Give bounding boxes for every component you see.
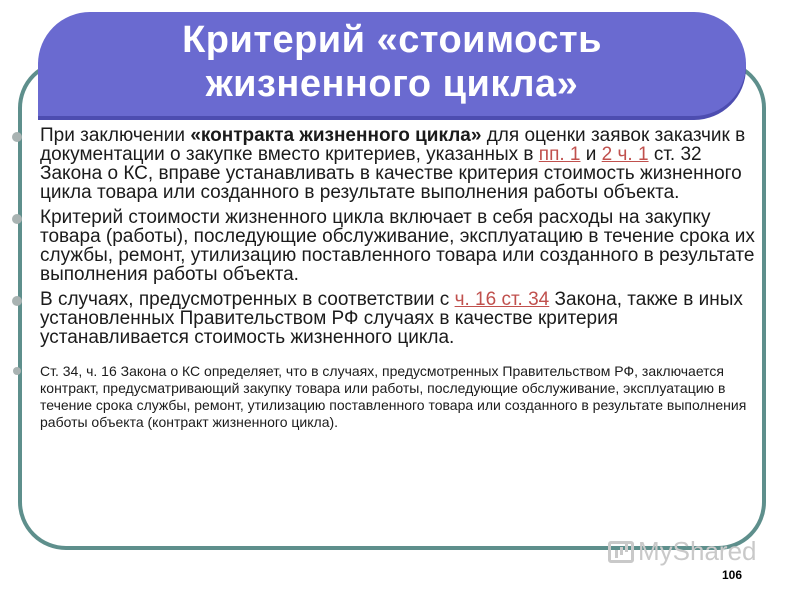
bullet-1-text-d: ст. 32 Закона о КС, вправе устанавливать в качестве критерия стоимость жизненного цикла товара или созданного в результате выполнения работы объекта. <box>40 144 742 203</box>
bullet-item-1 <box>40 126 758 202</box>
bullet-icon <box>12 132 22 142</box>
bullet-icon <box>12 296 22 306</box>
bullet-icon <box>13 367 21 375</box>
bullet-2-text: Критерий стоимости жизненного цикла включает в себя расходы на закупку товара (работы), последующие обслуживание, эксплуатацию в течение срока их службы, ремонт, утилизацию поставленного товара или созданного в результате выполнения работы объекта. <box>40 207 755 285</box>
link-ch16-st34[interactable]: ч. 16 ст. 34 <box>454 289 550 310</box>
title-line-1: Критерий «стоимость <box>182 19 602 61</box>
bullet-1-text-c: и <box>580 144 602 165</box>
page-number: 106 <box>722 568 743 582</box>
title-line-2: жизненного цикла» <box>205 63 579 105</box>
bullet-item-3 <box>40 290 758 347</box>
bullet-icon <box>12 214 22 224</box>
slide-title <box>38 18 746 106</box>
link-pp1[interactable]: пп. 1 <box>538 144 581 165</box>
bullet-1-bold: «контракта жизненного цикла» <box>190 125 482 146</box>
bullet-item-4 <box>40 363 758 431</box>
chart-icon <box>608 541 634 563</box>
bullet-4-text: Ст. 34, ч. 16 Закона о КС определяет, что в случаях, предусмотренных Правительством РФ, заключается контракт, предусматривающий закупку товара или работы, последующие обслуживание, эксплуатацию в течение срока службы, ремонт, утилизацию поставленного товара или созданного в результате выполнения работы объекта (контракт жизненного цикла). <box>40 363 747 430</box>
bullet-1-text-a: При заключении <box>40 125 191 146</box>
link-2ch1[interactable]: 2 ч. 1 <box>601 144 649 165</box>
bullet-3-text-b: Закона, также в иных установленных Правительством РФ случаях в качестве критерия устанавливается стоимость жизненного цикла. <box>40 289 743 348</box>
watermark <box>608 536 757 567</box>
watermark-text: MyShared <box>638 536 757 566</box>
slide-content <box>40 126 758 431</box>
bullet-item-2 <box>40 208 758 284</box>
bullet-1-text-b: для оценки заявок заказчик в документации о закупке вместо критериев, указанных в <box>40 125 746 165</box>
bullet-3-text-a: В случаях, предусмотренных в соответствии с <box>40 289 455 310</box>
